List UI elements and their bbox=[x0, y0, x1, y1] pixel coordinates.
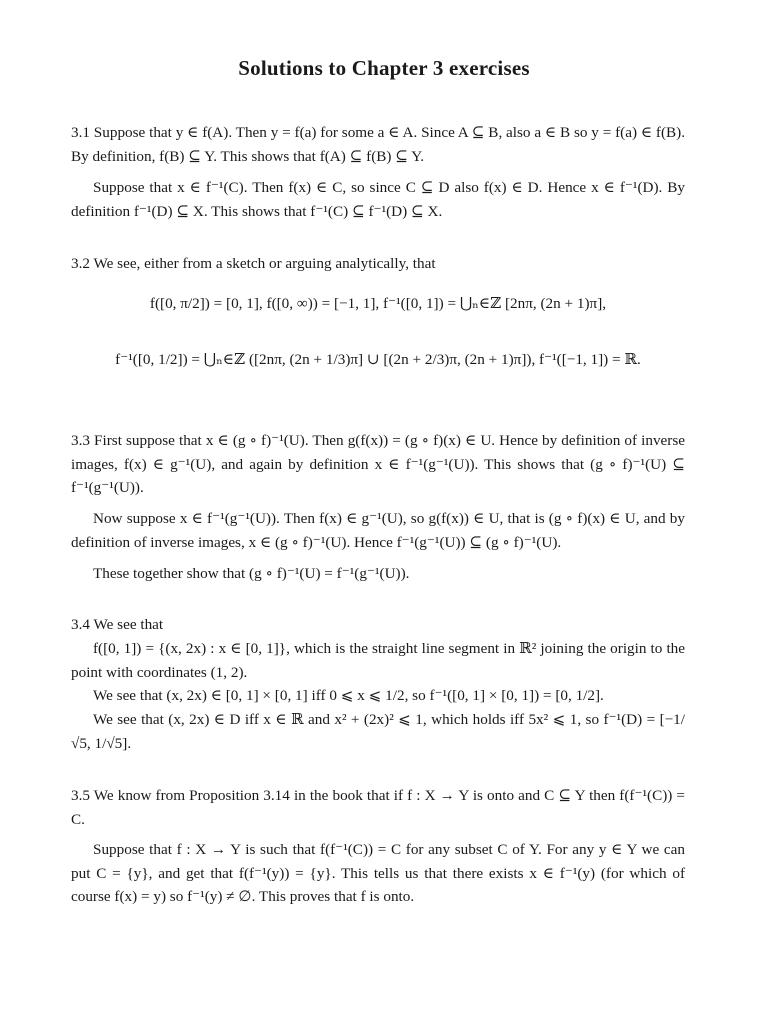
solution-3-2-intro: 3.2 We see, either from a sketch or arguing analytically, that bbox=[71, 255, 436, 272]
solution-3-5-paragraph-1: 3.5 We know from Proposition 3.14 in the book that if f : X → Y is onto and C ⊆ Y then f(f⁻¹(C)) = C. bbox=[71, 787, 685, 828]
solution-3-1-paragraph-1: 3.1 Suppose that y ∈ f(A). Then y = f(a) for some a ∈ A. Since A ⊆ B, also a ∈ B so y = f(a) ∈ f(B). By definition, f(B) ⊆ Y. This shows that f(A) ⊆ f(B) ⊆ Y. bbox=[71, 124, 685, 165]
solution-3-5-paragraph-2: Suppose that f : X → Y is such that f(f⁻¹(C)) = C for any subset C of Y. For any y ∈ Y we can put C = {y}, and get that f(f⁻¹(y)) = {y}. This tells us that there exists x ∈ f⁻¹(y) (for which of course f(x) = y) so f⁻¹(y) ≠ ∅. This proves that f is onto. bbox=[71, 841, 685, 905]
solution-3-4-paragraph-1: f([0, 1]) = {(x, 2x) : x ∈ [0, 1]}, which is the straight line segment in ℝ² joining the origin to the point with coordinates (1, 2). bbox=[71, 640, 685, 681]
page-title: Solutions to Chapter 3 exercises bbox=[238, 56, 530, 80]
solution-3-3-paragraph-3: These together show that (g ∘ f)⁻¹(U) = f⁻¹(g⁻¹(U)). bbox=[93, 565, 410, 582]
solution-3-4-paragraph-2: We see that (x, 2x) ∈ [0, 1] × [0, 1] iff 0 ⩽ x ⩽ 1/2, so f⁻¹([0, 1] × [0, 1]) = [0, 1/2]. bbox=[93, 687, 604, 704]
solution-3-1-paragraph-2: Suppose that x ∈ f⁻¹(C). Then f(x) ∈ C, so since C ⊆ D also f(x) ∈ D. Hence x ∈ f⁻¹(D). By definition f⁻¹(D) ⊆ X. This shows that f⁻¹(C) ⊆ f⁻¹(D) ⊆ X. bbox=[71, 179, 685, 220]
solution-3-3-paragraph-1: 3.3 First suppose that x ∈ (g ∘ f)⁻¹(U). Then g(f(x)) = (g ∘ f)(x) ∈ U. Hence by definition of inverse images, f(x) ∈ g⁻¹(U), and again by definition x ∈ f⁻¹(g⁻¹(U)). This shows that (g ∘ f)⁻¹(U) ⊆ f⁻¹(g⁻¹(U)). bbox=[71, 432, 685, 496]
solution-3-3-paragraph-2: Now suppose x ∈ f⁻¹(g⁻¹(U)). Then f(x) ∈ g⁻¹(U), so g(f(x)) ∈ U, that is (g ∘ f)(x) ∈ U, and by definition of inverse images, x ∈ (g ∘ f)⁻¹(U). Hence f⁻¹(g⁻¹(U)) ⊆ (g ∘ f)⁻¹(U). bbox=[71, 510, 685, 551]
solution-3-2-equation-2: f⁻¹([0, 1/2]) = ⋃ₙ∈ℤ ([2nπ, (2n + 1/3)π] ∪ [(2n + 2/3)π, (2n + 1)π]), f⁻¹([−1, 1]) = ℝ. bbox=[115, 351, 641, 368]
solution-3-4-intro: 3.4 We see that bbox=[71, 616, 164, 633]
solution-3-4-paragraph-3: We see that (x, 2x) ∈ D iff x ∈ ℝ and x² + (2x)² ⩽ 1, which holds iff 5x² ⩽ 1, so f⁻¹(D) = [−1/√5, 1/√5]. bbox=[71, 711, 685, 752]
solution-3-2-equation-1: f([0, π/2]) = [0, 1], f([0, ∞)) = [−1, 1], f⁻¹([0, 1]) = ⋃ₙ∈ℤ [2nπ, (2n + 1)π], bbox=[149, 295, 607, 312]
